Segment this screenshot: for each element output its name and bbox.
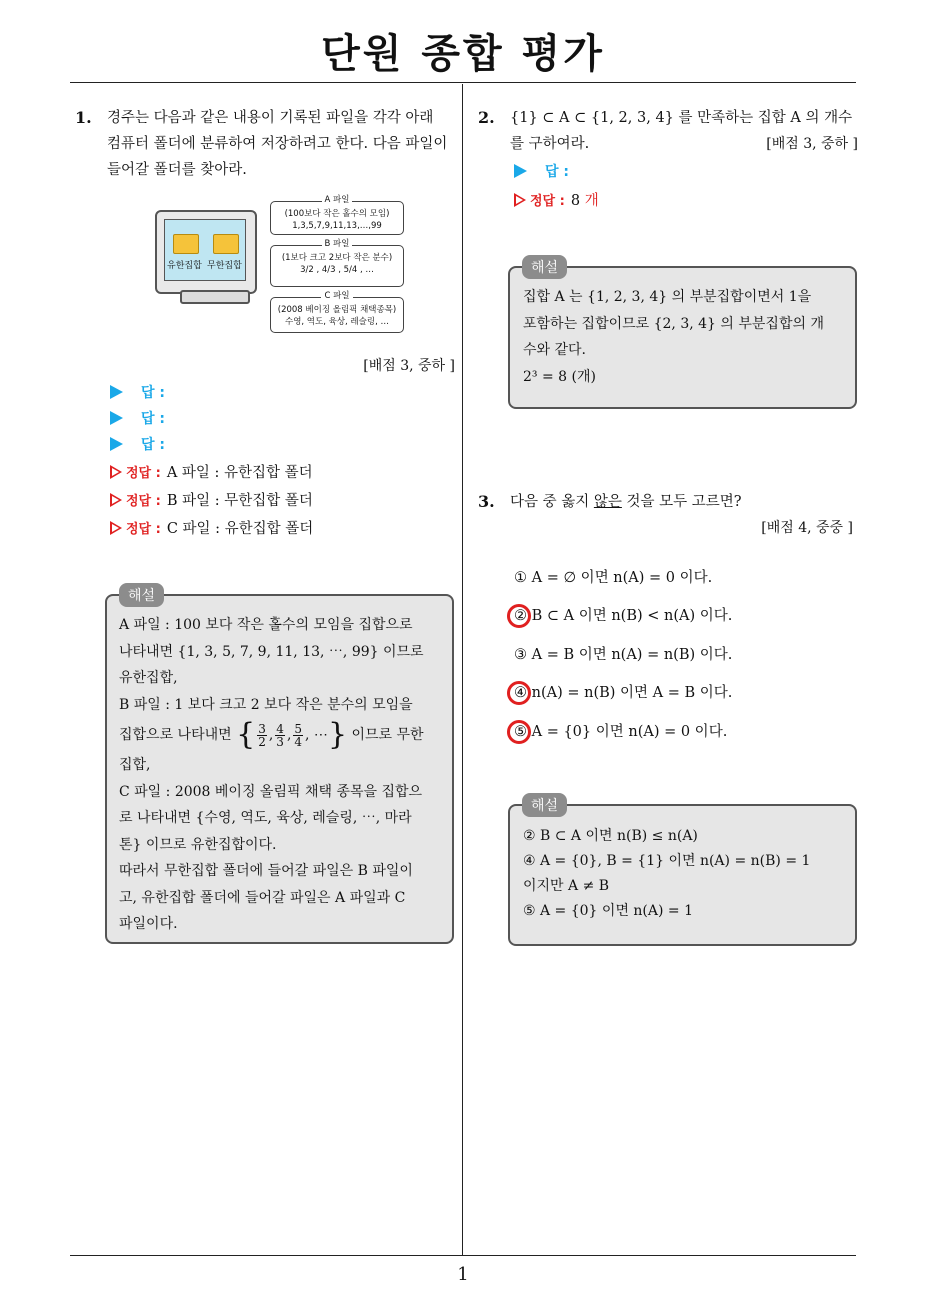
q1-answer-row (110, 407, 165, 431)
correct-arrow-icon (514, 193, 526, 207)
answer-label: 답 : (545, 164, 569, 180)
q3-choice-1: ① A = ∅ 이면 n(A) = 0 이다. (514, 570, 713, 586)
file-a-box (270, 195, 404, 235)
q3-choice-3: ③ A = B 이면 n(A) = n(B) 이다. (514, 647, 733, 663)
q2-score: [배점 3, 중하 ] (766, 136, 858, 152)
answer-label: 답 : (141, 411, 165, 427)
answer-arrow-icon (110, 411, 123, 425)
explanation-tag: 해설 (119, 583, 164, 607)
q3-choice-2: ② B ⊂ A 이면 n(B) < n(A) 이다. (514, 604, 732, 628)
header-divider (70, 82, 856, 83)
column-divider (462, 84, 463, 1256)
file-b-elements: 3/2 , 4/3 , 5/4 , … (300, 265, 374, 275)
explain-text: 이므로 무한 (351, 727, 424, 743)
q2-explanation-text (523, 284, 853, 390)
q1-explanation-text (119, 612, 449, 938)
brace-close: } (327, 717, 348, 752)
q3-explanation-text (523, 824, 853, 924)
explain-line: 유한집합, (119, 670, 178, 686)
red-circle-mark (507, 720, 531, 744)
explain-line: 포함하는 집합이므로 {2, 3, 4} 의 부분집합의 개 (523, 315, 824, 332)
q1-score: [배점 3, 중하 ] (363, 358, 455, 374)
explain-line: 톤} 이므로 유한집합이다. (119, 836, 277, 853)
explain-line: 수와 같다. (523, 342, 586, 358)
explain-line: 나타내면 {1, 3, 5, 7, 9, 11, 13, ⋯, 99} 이므로 (119, 643, 424, 660)
explain-line: 집합, (119, 757, 151, 773)
explain-line: ② B ⊂ A 이면 n(B) ≤ n(A) (523, 828, 698, 844)
explanation-tag: 해설 (522, 255, 567, 279)
q2-text-line: 를 구하여라. (510, 136, 590, 152)
correct-label: 정답 : (126, 494, 161, 509)
file-c-box (270, 291, 404, 333)
explain-line-fractions: 집합으로 나타내면 { $\frac{3}{2}$ , $\frac{4}{3}$ , $\frac{5}{4}$ , ⋯} 이므로 무한 (119, 717, 424, 752)
file-a-elements: 1,3,5,7,9,11,13,…,99 (292, 221, 382, 231)
explain-line: A 파일 : 100 보다 작은 홀수의 모임을 집합으로 (119, 617, 413, 633)
explain-line: 로 나타내면 {수영, 역도, 육상, 레슬링, ⋯, 마라 (119, 810, 412, 826)
folder-icon (213, 234, 239, 254)
q2-text-line: {1} ⊂ A ⊂ {1, 2, 3, 4} 를 만족하는 집합 A 의 개수 (510, 110, 853, 126)
q1-correct-row (110, 489, 313, 513)
q2-correct-value: 8 (570, 193, 581, 209)
answer-arrow-icon (514, 164, 527, 178)
q1-correct-row (110, 461, 313, 485)
file-c-desc: (2008 베이징 올림픽 채택종목) (277, 305, 397, 315)
q2-explanation-box (508, 266, 857, 409)
q1-correct-row (110, 517, 313, 541)
answer-arrow-icon (110, 437, 123, 451)
underlined-word: 않은 (593, 494, 622, 510)
monitor-stand (180, 290, 250, 304)
brace-open: { (236, 717, 256, 752)
fraction: $\frac{5}{4}$ (294, 721, 303, 749)
q1-number: 1. (75, 108, 92, 127)
page-title: 단원 종합 평가 (321, 31, 605, 77)
correct-label: 정답 : (530, 194, 565, 209)
explain-line: ④ A = {0}, B = {1} 이면 n(A) = n(B) = 1 (523, 853, 811, 869)
computer-monitor-illustration (155, 210, 257, 294)
explain-line: C 파일 : 2008 베이징 올림픽 채택 종목을 집합으 (119, 783, 423, 800)
q3-choice-4: ④ n(A) = n(B) 이면 A = B 이다. (514, 681, 732, 705)
explain-line: B 파일 : 1 보다 크고 2 보다 작은 분수의 모임을 (119, 696, 413, 713)
file-a-title: A 파일 (322, 195, 353, 205)
footer-divider (70, 1255, 856, 1256)
q2-answer-row (514, 160, 569, 184)
folder-label-finite: 유한집합 (167, 261, 202, 271)
file-b-desc: (1보다 크고 2보다 작은 분수) (281, 253, 393, 263)
file-b-box (270, 239, 404, 287)
explain-line: 파일이다. (119, 916, 178, 932)
q1-text-line: 컴퓨터 폴더에 분류하여 저장하려고 한다. 다음 파일이 (107, 136, 448, 152)
fraction: $\frac{3}{2}$ (258, 721, 266, 749)
q2-correct-row (514, 189, 599, 213)
file-c-elements: 수영, 역도, 육상, 레슬링, … (284, 317, 389, 327)
q3-score: [배점 4, 중중 ] (761, 520, 853, 536)
folder-icon (173, 234, 199, 254)
q3-explanation-box (508, 804, 857, 946)
explain-line: 2³ = 8 (개) (523, 368, 596, 385)
q2-number: 2. (478, 108, 495, 127)
correct-label: 정답 : (126, 522, 161, 537)
q3-text: 다음 중 옳지 않은 것을 모두 고르면? (510, 494, 742, 510)
correct-arrow-icon (110, 521, 122, 535)
explain-line: 이지만 A ≠ B (523, 878, 610, 894)
q2-correct-unit: 개 (584, 193, 599, 209)
q1-explanation-box (105, 594, 454, 944)
answer-label: 답 : (141, 437, 165, 453)
q1-answer-row (110, 381, 165, 405)
explanation-tag: 해설 (522, 793, 567, 817)
monitor-screen (164, 219, 246, 281)
q1-correct-answer: C 파일 : 유한집합 폴더 (166, 521, 314, 537)
file-a-desc: (100보다 작은 홀수의 모임) (284, 209, 390, 219)
q1-correct-answer: B 파일 : 무한집합 폴더 (166, 493, 313, 509)
correct-arrow-icon (110, 465, 122, 479)
correct-arrow-icon (110, 493, 122, 507)
answer-arrow-icon (110, 385, 123, 399)
explain-text: 집합으로 나타내면 (119, 727, 232, 743)
q1-correct-answer: A 파일 : 유한집합 폴더 (166, 465, 313, 481)
folder-label-infinite: 무한집합 (207, 261, 242, 271)
q3-number: 3. (478, 492, 495, 511)
file-b-title: B 파일 (322, 239, 353, 249)
explain-line: 따라서 무한집합 폴더에 들어갈 파일은 B 파일이 (119, 863, 413, 879)
red-circle-mark (507, 681, 531, 705)
q1-answer-row (110, 433, 165, 457)
page-number: 1 (457, 1264, 469, 1285)
answer-label: 답 : (141, 385, 165, 401)
q3-choice-5: ⑤ A = {0} 이면 n(A) = 0 이다. (514, 720, 727, 744)
fraction: $\frac{4}{3}$ (276, 721, 284, 749)
explain-line: 집합 A 는 {1, 2, 3, 4} 의 부분집합이면서 1을 (523, 289, 812, 305)
q1-text-line: 들어갈 폴더를 찾아라. (107, 162, 247, 178)
file-c-title: C 파일 (321, 291, 352, 301)
explain-line: 고, 유한집합 폴더에 들어갈 파일은 A 파일과 C (119, 889, 406, 906)
correct-label: 정답 : (126, 466, 161, 481)
q1-text (107, 105, 457, 183)
q1-text-line: 경주는 다음과 같은 내용이 기록된 파일을 각각 아래 (107, 110, 434, 126)
explain-line: ⑤ A = {0} 이면 n(A) = 1 (523, 903, 694, 919)
red-circle-mark (507, 604, 531, 628)
